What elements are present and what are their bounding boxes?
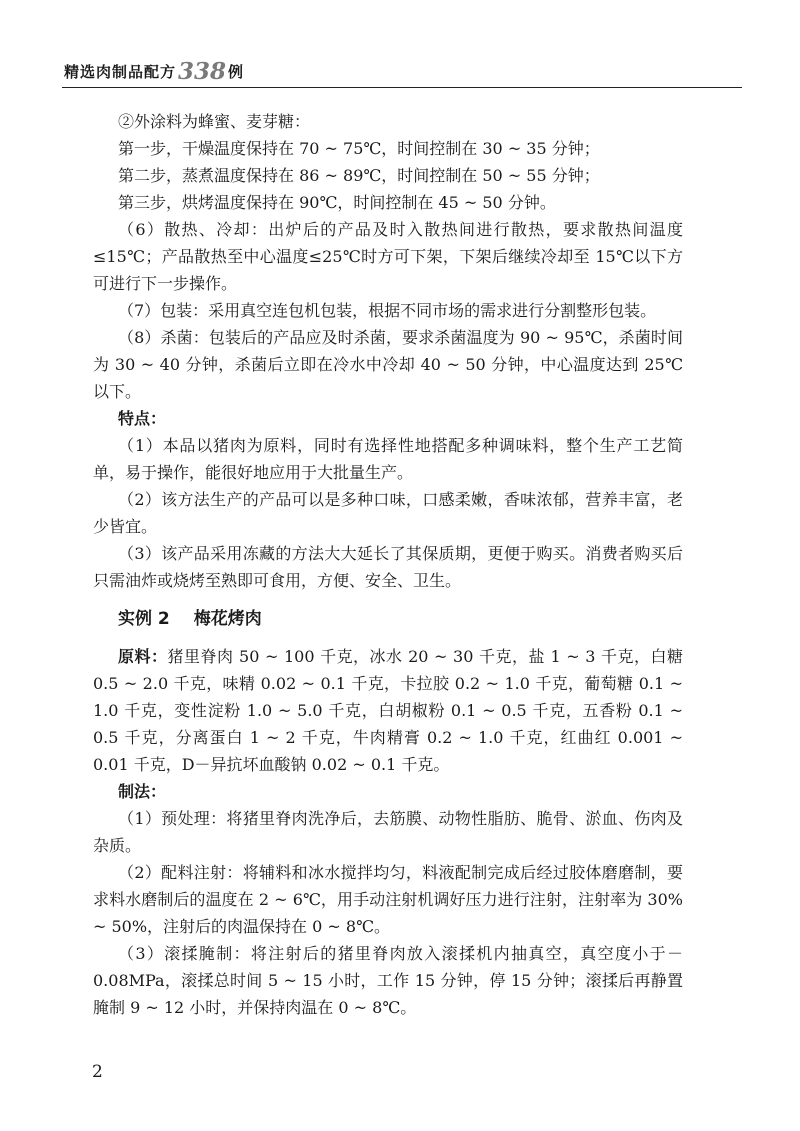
running-header — [62, 52, 742, 88]
paragraph: （2）配料注射：将辅料和冰水搅拌均匀，料液配制完成后经过胶体磨磨制，要求料水磨制后的温度在 2 ~ 6℃，用手动注射机调好压力进行注射，注射率为 30% ~ 50%，注射后的肉温保持在 0 ~ 8℃。 — [93, 863, 689, 936]
book-title-post: 例 — [228, 63, 245, 81]
paragraph: 第二步，蒸煮温度保持在 86 ~ 89℃，时间控制在 50 ~ 55 分钟； — [118, 166, 600, 185]
book-title-number: 338 — [178, 58, 227, 85]
book-title — [64, 58, 244, 85]
ingredients-paragraph — [93, 643, 689, 778]
book-title-pre: 精选肉制品配方 — [64, 63, 177, 81]
example-number: 实例 2 — [118, 609, 170, 629]
paragraph: 第一步，干燥温度保持在 70 ~ 75℃，时间控制在 30 ~ 35 分钟； — [118, 139, 600, 158]
paragraph: （8）杀菌：包装后的产品应及时杀菌，要求杀菌温度为 90 ~ 95℃，杀菌时间为 30 ~ 40 分钟，杀菌后立即在冷水中冷却 40 ~ 50 分钟，中心温度达到 25℃以下。 — [93, 328, 683, 401]
paragraph: （1）本品以猪肉为原料，同时有选择性地搭配多种调味料，整个生产工艺简单，易于操作，能很好地应用于大批量生产。 — [93, 436, 683, 482]
page-number: 2 — [92, 1062, 103, 1082]
paragraph: （7）包装：采用真空连包机包装，根据不同市场的需求进行分割整形包装。 — [118, 301, 657, 320]
page-body — [0, 108, 800, 1021]
method-label: 制法： — [118, 782, 167, 801]
example-heading — [118, 604, 800, 629]
paragraph: （2）该方法生产的产品可以是多种口味，口感柔嫩，香味浓郁，营养丰富，老少皆宜。 — [93, 490, 683, 536]
features-label: 特点： — [118, 409, 167, 428]
paragraph: ②外涂料为蜂蜜、麦芽糖： — [118, 112, 311, 131]
ingredients-label: 原料： — [118, 647, 168, 666]
header-rule — [62, 87, 742, 88]
paragraph: （3）滚揉腌制：将注射后的猪里脊肉放入滚揉机内抽真空，真空度小于－0.08MPa，滚揉总时间 5 ~ 15 小时，工作 15 分钟，停 15 分钟；滚揉后再静置腌制 9 ~ 12 小时，并保持肉温在 0 ~ 8℃。 — [93, 944, 683, 1017]
paragraph: （6）散热、冷却：出炉后的产品及时入散热间进行散热，要求散热间温度≤15℃；产品散热至中心温度≤25℃时方可下架，下架后继续冷却至 15℃以下方可进行下一步操作。 — [93, 220, 683, 293]
ingredients-text: 猪里脊肉 50 ~ 100 千克，冰水 20 ~ 30 千克，盐 1 ~ 3 千克，白糖 0.5 ~ 2.0 千克，味精 0.02 ~ 0.1 千克，卡拉胶 0.2 ~ 1.0 千克，葡萄糖 0.1 ~ 1.0 千克，变性淀粉 1.0 ~ 5.0 千克，白胡椒粉 0.1 ~ 0.5 千克，五香粉 0.1 ~ 0.5 千克，分离蛋白 1 ~ 2 千克，牛肉精膏 0.2 ~ 1.0 千克，红曲红 0.001 ~ 0.01 千克，D－异抗坏血酸钠 0.02 ~ 0.1 千克。 — [93, 647, 689, 774]
paragraph: （3）该产品采用冻藏的方法大大延长了其保质期，更便于购买。消费者购买后只需油炸或烧烤至熟即可食用，方便、安全、卫生。 — [93, 544, 683, 590]
paragraph: （1）预处理：将猪里脊肉洗净后，去筋膜、动物性脂肪、脆骨、淤血、伤肉及杂质。 — [93, 809, 683, 855]
paragraph: 第三步，烘烤温度保持在 90℃，时间控制在 45 ~ 50 分钟。 — [118, 193, 556, 212]
example-title: 梅花烤肉 — [193, 609, 262, 629]
